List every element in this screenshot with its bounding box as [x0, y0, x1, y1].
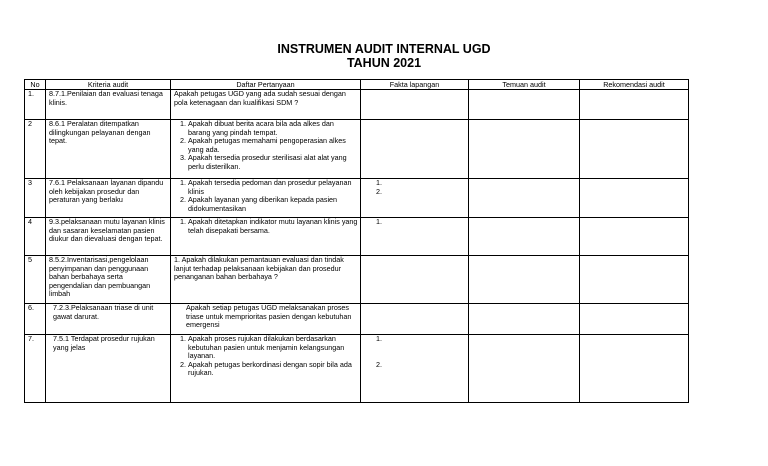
header-no: No [25, 80, 46, 90]
row-questions [171, 179, 361, 218]
row-kriteria: 8.6.1 Peralatan ditempatkan dilingkungan pelayanan dengan tepat. [46, 120, 171, 179]
row-no: 1. [25, 90, 46, 120]
question-list [174, 335, 358, 378]
header-rekomendasi: Rekomendasi audit [580, 80, 689, 90]
row-fakta [361, 179, 469, 218]
table-row [25, 218, 689, 256]
row-rekomendasi [580, 256, 689, 304]
question-text: 1. Apakah dilakukan pemantauan evaluasi dan tindak lanjut terhadap pelaksanaan kebijakan dan prosedur penanganan bahan berbahaya ? [174, 255, 344, 282]
row-questions [171, 120, 361, 179]
question-item: 2. Apakah petugas berkordinasi dengan sopir bila ada rujukan. [188, 361, 358, 378]
kriteria-text: 7.5.1 Terdapat prosedur rujukan yang jelas [53, 334, 155, 352]
row-temuan [469, 304, 580, 335]
row-fakta [361, 335, 469, 403]
row-kriteria: 8.5.2.Inventarisasi,pengelolaan penyimpanan dan penggunaan bahan berbahaya serta pengendalian dan pembuangan limbah [46, 256, 171, 304]
question-item: 1. Apakah proses rujukan dilakukan berdasarkan kebutuhan pasien untuk menjamin kelangsungan layanan. [188, 335, 358, 361]
row-fakta [361, 256, 469, 304]
row-rekomendasi [580, 335, 689, 403]
row-kriteria: 7.6.1 Pelaksanaan layanan dipandu oleh kebijakan prosedur dan peraturan yang berlaku [46, 179, 171, 218]
row-questions [171, 218, 361, 256]
question-item: 1. Apakah tersedia pedoman dan prosedur pelayanan klinis [188, 179, 358, 196]
row-temuan [469, 120, 580, 179]
fact-item: 2. [376, 186, 382, 196]
row-temuan [469, 179, 580, 218]
row-questions [171, 304, 361, 335]
fact-item: 2. [376, 359, 382, 369]
row-rekomendasi [580, 90, 689, 120]
row-questions [171, 335, 361, 403]
fact-item: 1. [376, 178, 382, 187]
question-text: Apakah setiap petugas UGD melaksanakan proses triase untuk memprioritas pasien dengan kebutuhan emergensi [186, 303, 352, 330]
row-no: 4 [25, 218, 46, 256]
row-kriteria [46, 304, 171, 335]
table-row [25, 304, 689, 335]
row-fakta [361, 90, 469, 120]
row-temuan [469, 218, 580, 256]
table-row [25, 90, 689, 120]
kriteria-text: 7.2.3.Pelaksanaan triase di unit gawat darurat. [53, 303, 154, 321]
row-rekomendasi [580, 218, 689, 256]
row-kriteria: 9.3.pelaksanaan mutu layanan klinis dan sasaran keselamatan pasien diukur dan dievaluasi dengan tepat. [46, 218, 171, 256]
row-temuan [469, 256, 580, 304]
row-questions [171, 90, 361, 120]
question-item: 1. Apakah ditetapkan indikator mutu layanan klinis yang telah disepakati bersama. [188, 218, 358, 235]
question-list [174, 179, 358, 213]
header-kriteria: Kriteria audit [46, 80, 171, 90]
question-item: 2. Apakah layanan yang diberikan kepada pasien didokumentasikan [188, 196, 358, 213]
row-rekomendasi [580, 179, 689, 218]
table-row [25, 179, 689, 218]
question-text: Apakah petugas UGD yang ada sudah sesuai dengan pola ketenagaan dan kualifikasi SDM ? [174, 89, 346, 107]
row-no: 3 [25, 179, 46, 218]
row-no: 2 [25, 120, 46, 179]
question-list [174, 218, 358, 235]
table-row [25, 335, 689, 403]
row-fakta [361, 304, 469, 335]
question-item: 3. Apakah tersedia prosedur sterilisasi alat alat yang perlu disterilkan. [188, 154, 358, 171]
row-rekomendasi [580, 120, 689, 179]
question-item: 2. Apakah petugas memahami pengoperasian alkes yang ada. [188, 137, 358, 154]
audit-table [24, 79, 689, 403]
row-kriteria: 8.7.1.Penilaian dan evaluasi tenaga klinis. [46, 90, 171, 120]
question-item: 1. Apakah dibuat berita acara bila ada alkes dan barang yang pindah tempat. [188, 120, 358, 137]
header-pertanyaan: Daftar Pertanyaan [171, 80, 361, 90]
row-rekomendasi [580, 304, 689, 335]
row-no: 6. [25, 304, 46, 335]
header-fakta: Fakta lapangan [361, 80, 469, 90]
row-temuan [469, 90, 580, 120]
table-row [25, 120, 689, 179]
row-fakta [361, 120, 469, 179]
fact-item: 1. [376, 334, 382, 343]
row-no: 5 [25, 256, 46, 304]
header-temuan: Temuan audit [469, 80, 580, 90]
document-title: INSTRUMEN AUDIT INTERNAL UGD [277, 42, 491, 56]
row-fakta [361, 218, 469, 256]
row-no: 7. [25, 335, 46, 403]
table-row [25, 256, 689, 304]
row-questions [171, 256, 361, 304]
row-kriteria [46, 335, 171, 403]
table-header-row [25, 80, 689, 90]
question-list [174, 120, 358, 172]
document-year: TAHUN 2021 [346, 56, 422, 70]
row-temuan [469, 335, 580, 403]
fact-item: 1. [376, 217, 382, 226]
